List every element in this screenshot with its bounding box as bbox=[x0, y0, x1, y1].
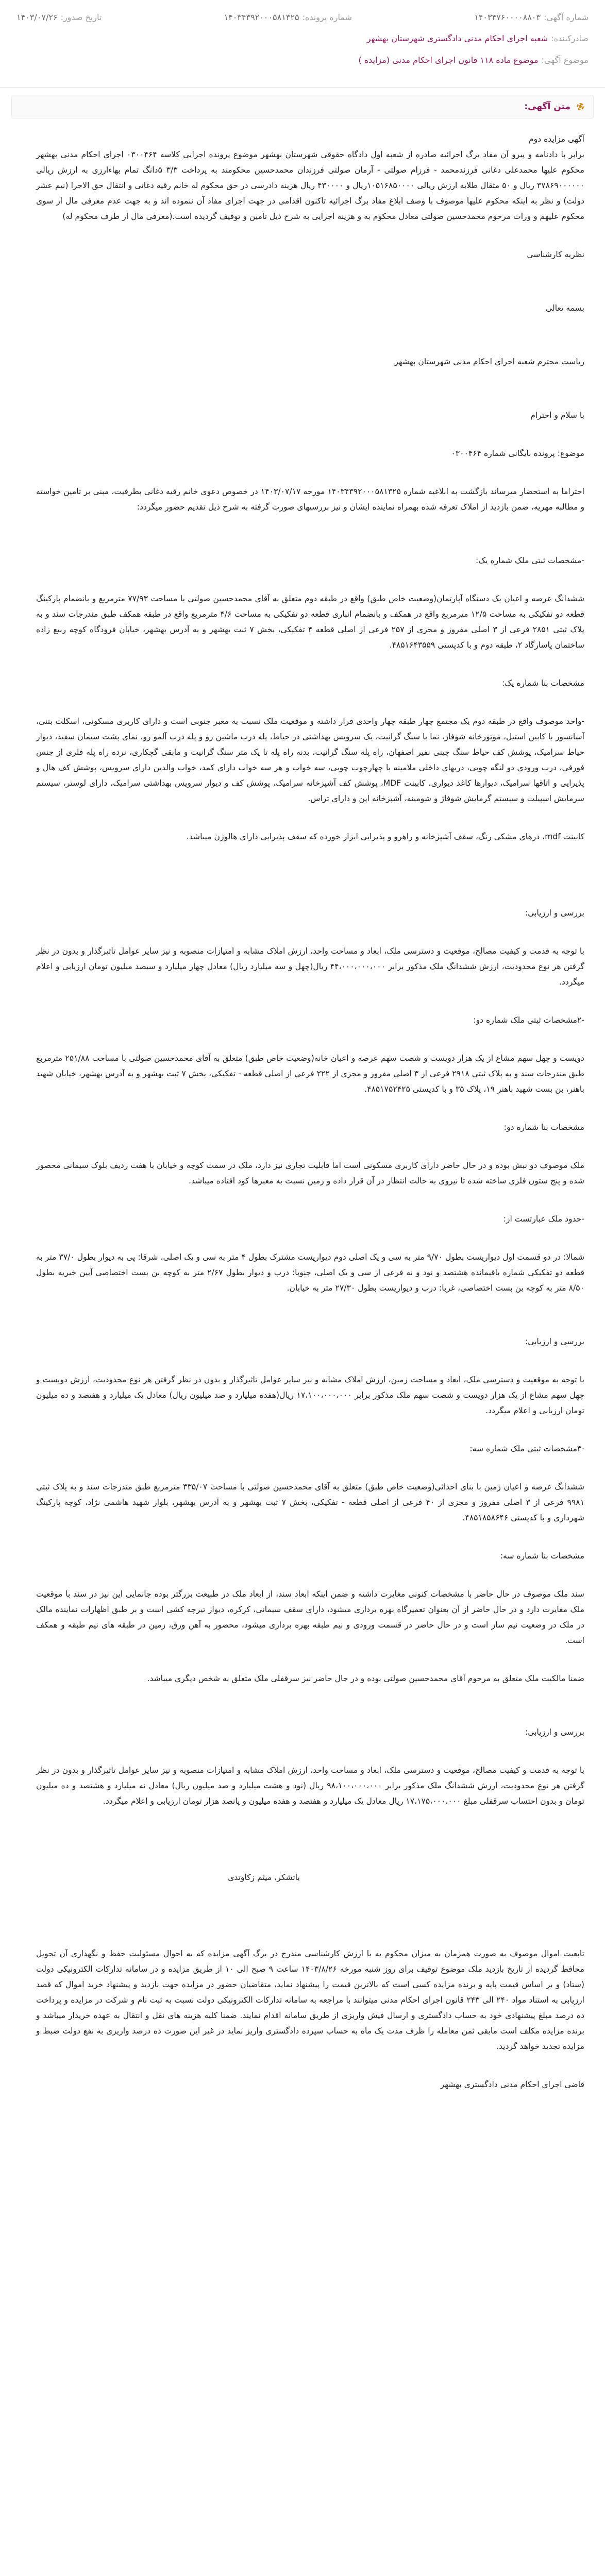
expert-signature: باتشکر، میثم زکاوتدی bbox=[228, 1873, 300, 1882]
issue-date-value: ۱۴۰۳/۰۷/۲۶ bbox=[16, 12, 58, 22]
case-number-value: ۱۴۰۳۴۳۹۲۰۰۰۵۸۱۳۲۵ bbox=[224, 12, 299, 22]
property-3-valuation-heading: بررسی و ارزیابی: bbox=[525, 1727, 584, 1737]
judge-signature: قاضی اجرای احکام مدنی دادگستری بهشهر bbox=[440, 2080, 584, 2089]
subject-line bbox=[16, 54, 589, 67]
issuer-line bbox=[16, 32, 589, 45]
property-1-valuation-heading: بررسی و ارزیابی: bbox=[525, 908, 584, 918]
report-intro: احتراما به استحضار میرساند بازگشت به ابلاغیه شماره ۱۴۰۳۴۳۹۲۰۰۰۵۸۱۳۲۵ مورخه ۱۴۰۳/۰۷/۱۷ در خصوص دعوی خانم رقیه دغانی بطرفیت، مبنی بر تامین خواسته و مطالبه مهریه، ضمن بازدید از املاک تعرفه شده بهمراه نماینده ایشان و نیز بررسیهای صورت گرفته به شرح ذیل تقدیم حضور میگردد: bbox=[33, 487, 584, 512]
addressee: ریاست محترم شعبه اجرای احکام مدنی شهرستان بهشهر bbox=[394, 357, 584, 366]
property-2-valuation: با توجه به موقعیت و دسترسی ملک، ابعاد و مساحت زمین، ارزش املاک مشابه و نیز سایر عوامل تاثیرگذار و بدون در نظر گرفتن هر نوع محدودیت، ارزش دویست و چهل سهم مشاع از یک هزار دویست و شصت سهم ملک مذکور برابر ۱۷،۱۰۰،۰۰۰،۰۰۰ ریال(هفده میلیارد و صد میلیون ریال) معادل یک میلیارد و هفتصد و ده میلیون تومان ارزیابی و اعلام میگردد. bbox=[33, 1375, 585, 1415]
notice-title: آگهی مزایده دوم bbox=[529, 134, 584, 144]
property-2-building-heading: مشخصات بنا شماره دو: bbox=[503, 1123, 584, 1132]
gear-icon bbox=[576, 102, 585, 111]
property-1-registry: ششدانگ عرصه و اعیان یک دستگاه آپارتمان(وضعیت خاص طبق) واقع در طبقه دوم متعلق به آقای محمدحسین صولتی با مساحت ۷۷/۹۳ مترمربع و بانضمام پارکینگ قطعه دو تفکیکی به مساحت ۱۲/۵ مترمربع واقع در همکف و بانضمام انباری قطعه دو تفکیکی به مساحت ۴/۶ مترمربع واقع در طبقه همکف طبق مندرجات سند و به پلاک ثبتی ۲۸۵۱ فرعی از ۳ اصلی مفروز و مجزی از ۲۵۷ فرعی از اصلی قطعه ۴ تفکیکی، بخش ۷ ثبت بهشهر و به آدرس بهشهر، خیابان فرودگاه کوچه ربیع زاده ساختمان پاسارگاد ۲، طبقه دوم و با کدپستی ۴۸۵۱۶۴۳۵۵۹. bbox=[33, 594, 585, 650]
case-subject: موضوع: پرونده بایگانی شماره ۰۳۰۰۴۶۴ bbox=[451, 449, 584, 458]
subject-label: موضوع آگهی: bbox=[541, 55, 589, 65]
issue-date bbox=[16, 11, 102, 24]
property-1-valuation: با توجه به قدمت و کیفیت مصالح، موقعیت و دسترسی ملک، ابعاد و مساحت واحد، ارزش املاک مشابه و امتیازات منصوبه و نیز سایر عوامل تاثیرگذار و بدون در نظر گرفتن هر نوع محدودیت، ارزش ششدانگ ملک مذکور برابر ۴۴،۰۰۰،۰۰۰،۰۰۰ ریال(چهل و سه میلیارد ریال) معادل چهار میلیارد و سیصد میلیون تومان ارزیابی و اعلام میگردد. bbox=[33, 946, 584, 987]
property-1-building-heading: مشخصات بنا شماره یک: bbox=[501, 679, 584, 688]
notice-body bbox=[33, 131, 585, 2576]
property-3-building-heading: مشخصات بنا شماره سه: bbox=[500, 1551, 584, 1561]
case-number-label: شماره پرونده: bbox=[302, 12, 352, 22]
property-3-building: سند ملک موصوف در حال حاضر با مشخصات کنونی مغایرت داشته و ضمن اینکه ابعاد سند، از ابعاد ملک در طبیعت بزرگتر بوده جانمایی این نیز در سند با موقعیت ملک مغایرت دارد و در حال حاضر از آن بعنوان تعمیرگاه بهره برداری میشود، دارای سقف سیمانی، کرکره، دیوار تیرچه کشی است و بر طبق اظهارات نماینده مالک در ملک در وضعیت نیم ساز است و در حال حاضر در قسمت ورودی و نیم طبقه بهره برداری میشود، محصور به آهن ورق، زمین در طبقه های نیم طبقه و همکف است. bbox=[33, 1589, 584, 1645]
intro-paragraph: برابر با دادنامه و پیرو آن مفاد برگ اجرائیه صادره از شعبه اول دادگاه حقوقی شهرستان بهشهر موضوع پرونده اجرایی کلاسه ۰۳۰۰۴۶۴ اجرای احکام مدنی بهشهر محکوم علیها محمدعلی دغانی فرزندمحمد - فرزام صولتی - آرمان صولتی فرزندان محمدحسین محکومند به پرداخت ۳/۳ ۵دانگ تمام بهاءارزی به ارزش ریالی ۳۷۸۶۹۰۰۰۰۰۰ ریال و ۵۰ مثقال طلابه ارزش ریالی ۱۰۵۱۶۸۵۰۰۰۰ریال و ۴۳۰۰۰۰ ریال هزینه دادرسی در حق محکوم له خانم رقیه دغانی و انتقال حق الاجرا (نیم عشر دولت) و نظر به اینکه محکوم علیها موصوف با وصف ابلاغ مفاد برگ اجرائیه تاکنون اقدامی در جهت اجرای مفاد آن ننموده اند و به جهت عدم معرفی مال از سوی محکوم علیهم و وراث مرحوم محمدحسین صولتی معادل محکوم به و هزینه اجرایی به شرح ذیل تأمین و توقیف گردیده است.(معرفی مال از طرف محکوم له) bbox=[33, 150, 585, 221]
auction-terms: تابعیت اموال موصوف به صورت همزمان به میزان محکوم به با ارزش کارشناسی مندرج در برگ آگهی مزایده که به احوال مسئولیت حفظ و نگهداری آن تحویل محافظ گردیده از تاریخ بازدید ملک موضوع توقیف برای روز شنبه مورخه ۱۴۰۳/۸/۲۶ ساعت ۹ صبح الی ۱۰ از طریق مزایده و در سامانه تدارکات الکترونیکی دولت (ستاد) و بر اساس قیمت پایه و برنده مزایده کسی است که بالاترین قیمت را پیشنهاد نماید، متقاضیان حضور در مزایده جهت بازدید و پیشنهاد خرید اموال که قصد ارزیابی به استناد مواد ۲۴۰ الی ۲۴۳ قانون اجرای احکام مدنی میتوانند با مراجعه به سامانه تدارکات الکترونیکی دولت نسبت به ثبت نام و شرکت در مزایده و پرداخت ده درصد مبلغ پیشنهادی خود به حساب دادگستری و ارسال فیش واریزی از طریق سامانه اقدام نمایند. ضمنا کلیه هزینه های نقل و انتقال به عهده خریدار میباشد و برنده مزایده مکلف است مابقی ثمن معامله را ظرف مدت یک ماه به حساب سپرده دادگستری واریز نماید در غیر این صورت ده درصد واریزی به نفع دولت ضبط و مزایده تجدید خواهد گردید. bbox=[33, 1949, 584, 2051]
property-2-registry-heading: -۲مشخصات ثبتی ملک شماره دو: bbox=[473, 1015, 584, 1025]
property-2-bounds-heading: -حدود ملک عبارتست از: bbox=[503, 1214, 584, 1224]
property-1-building: -واحد موصوف واقع در طبقه دوم یک مجتمع چهار طبقه چهار واحدی قرار داشته و موقعیت ملک نسبت به معبر جنوبی است و دارای کاربری مسکونی، اسکلت بتنی، آسانسور با کابین استیل، موتورخانه شوفاژ، نما با سنگ گرانیت، یک سرویس بهداشتی در حیاط، پله درب ماشین رو و پله درب آلمو رو، نمای پشت سیمان سفید، دیوار حیاط سرامیک، پوشش کف حیاط سنگ چینی نفیر اصفهان، راه پله سنگ گرانیت، بدنه راه پله تا یک متر سنگ گرانیت و مابقی گچکاری، نرده راه پله فلزی از جنس فورفی، درب ورودی دو لنگه چوبی، دربهای داخلی ملامینه با چهارچوب چوبی، سه خواب و هر سه خواب دارای کمد، خواب والدین دارای سرویس، پوشش کف هال و پذیرایی و اتاقها سرامیک، دیوارها کاغذ دیواری، کابینت MDF، پوشش کف آشپزخانه سرامیک، پوشش کف و دیوار سرویس بهداشتی سرامیک، دارای لوستر، سیستم سرمایش اسپیلت و سیستم گرمایش شوفاژ و شومینه، آشپزخانه اپن و دارای تراس. bbox=[33, 717, 585, 803]
property-2-valuation-heading: بررسی و ارزیابی: bbox=[525, 1337, 584, 1346]
property-1-registry-heading: -مشخصات ثبتی ملک شماره یک: bbox=[475, 556, 584, 565]
property-3-valuation: با توجه به قدمت و کیفیت مصالح، موقعیت و دسترسی ملک، ابعاد و مساحت واحد، ارزش املاک مشابه و امتیازات منصوبه و نیز سایر عوامل تاثیرگذار و بدون در نظر گرفتن هر نوع محدودیت، ارزش ششدانگ ملک مذکور برابر ۹۸،۱۰۰،۰۰۰،۰۰۰ ریال (نود و هشت میلیارد و صد میلیون ریال) معادل نه میلیارد و هشتصد و ده میلیون تومان و بدون احتساب سرقفلی مبلغ ۱۷،۱۷۵،۰۰۰،۰۰۰ ریال معادل یک میلیارد و هفتصد و هفده میلیون و پانصد هزار تومان ارزیابی و اعلام میگردد. bbox=[33, 1766, 584, 1806]
property-3-ownership-note: ضمنا مالکیت ملک متعلق به مرحوم آقای محمدحسین صولتی بوده و در حال حاضر نیز سرقفلی ملک متعلق به شخص دیگری میباشد. bbox=[147, 1674, 584, 1683]
notice-text-section-header[interactable] bbox=[11, 95, 594, 118]
notice-text-label: متن آگهی: bbox=[524, 101, 570, 112]
case-number bbox=[224, 11, 352, 24]
subject-value: موضوع ماده ۱۱۸ قانون اجرای احکام مدنی (مزایده ) bbox=[358, 55, 539, 65]
property-2-bounds: شمالا: در دو قسمت اول دیواریست بطول ۹/۷۰ متر به سی و یک اصلی دوم دیواریست مشترک بطول ۴ متر به سی و یک اصلی، شرقا: پی به دیوار بطول ۳۷/۰ متر به قطعه دو تفکیکی شماره باقیمانده هشتصد و نود و نه فرعی از سی و یک اصلی، جنوبا: درب و دیوار بطول ۲/۶۷ متر به کوچه بن بست اختصاصی آیین خیریه بطول ۸/۵۰ متر به کوچه بن بست اختصاصی، غربا: درب و دیواریست بطول ۲۷/۳۰ متر به خیابان. bbox=[33, 1252, 585, 1293]
notice-header bbox=[0, 0, 605, 88]
issuer-value: شعبه اجرای احکام مدنی دادگستری شهرستان بهشهر bbox=[366, 33, 548, 43]
notice-id-label: شماره آگهی: bbox=[544, 12, 589, 22]
issue-date-label: تاریخ صدور: bbox=[60, 12, 102, 22]
property-3-registry: ششدانگ عرصه و اعیان زمین با بنای احداثی(وضعیت خاص طبق) متعلق به آقای محمدحسین صولتی با مساحت ۳۳۵/۰۷ مترمربع طبق مندرجات سند و به پلاک ثبتی ۹۹۸۱ فرعی از ۳ اصلی مفروز و مجزی از ۴۰ فرعی از اصلی قطعه - تفکیکی، بخش ۷ ثبت بهشهر و به آدرس بهشهر، بلوار شهید هاشمی نژاد، کوچه پارکینگ شهرداری و با کدپستی ۴۸۵۱۸۵۸۶۴۶. bbox=[33, 1482, 585, 1522]
meta-row bbox=[16, 11, 589, 24]
notice-id bbox=[474, 11, 589, 24]
bismillah: بسمه تعالی bbox=[546, 303, 584, 313]
notice-id-value: ۱۴۰۳۴۷۶۰۰۰۰۸۸۰۳ bbox=[474, 12, 541, 22]
issuer-label: صادرکننده: bbox=[551, 33, 589, 43]
property-1-building-extra: کابینت mdf، درهای مشکی رنگ، سقف آشپزخانه و راهرو و پذیرایی ابزار خورده که سقف پذیرایی دارای هالوژن میباشد. bbox=[186, 832, 584, 841]
property-2-registry: دویست و چهل سهم مشاع از یک هزار دویست و شصت سهم عرصه و اعیان خانه(وضعیت خاص طبق) متعلق به آقای محمدحسین صولتی با مساحت ۲۵۱/۸۸ مترمربع طبق مندرجات سند و به پلاک ثبتی ۲۹۱۸ فرعی از ۳ اصلی مفروز و مجزی از ۲۲۲ فرعی از اصلی قطعه - تفکیکی، بخش ۷ ثبت بهشهر و به آدرس بهشهر، خیابان شهید باهنر، بن بست شهید باهنر ۱۹، پلاک ۳۵ و با کدپستی ۴۸۵۱۷۵۲۴۲۵. bbox=[33, 1054, 585, 1094]
expert-opinion-heading: نظریه کارشناسی bbox=[527, 250, 584, 259]
property-2-building: ملک موصوف دو نبش بوده و در حال حاضر دارای کاربری مسکونی است اما قابلیت تجاری نیز دارد، ملک در سمت کوچه و خیابان با هفت ردیف بلوک سیمانی محصور شده و پنج ستون فلزی ساخته شده تا نیروی به حالت انتظار در آن قرار داده و زمین نسبت به معبرها کود افتاده میباشد. bbox=[33, 1161, 584, 1185]
greeting: با سلام و احترام bbox=[530, 411, 584, 420]
property-3-registry-heading: -۳مشخصات ثبتی ملک شماره سه: bbox=[469, 1444, 584, 1453]
